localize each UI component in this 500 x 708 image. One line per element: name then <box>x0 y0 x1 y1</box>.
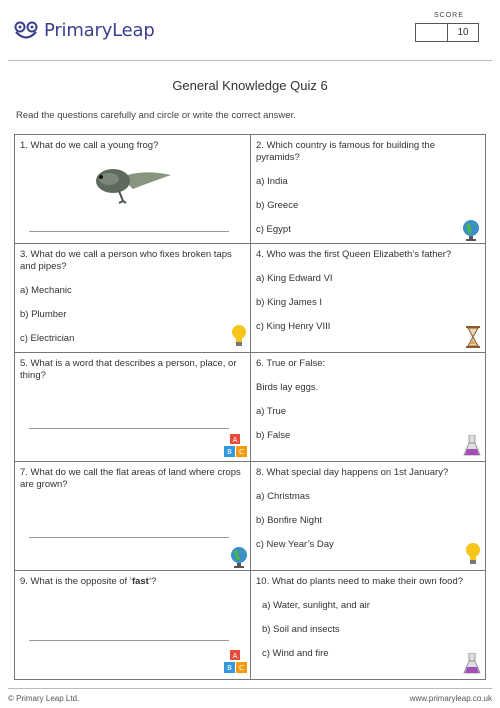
page-header <box>0 0 500 60</box>
question-text: 7. What do we call the flat areas of land where crops are grown? <box>20 467 241 490</box>
option-a[interactable]: a) Christmas <box>256 491 310 502</box>
option-b[interactable]: b) Greece <box>256 200 299 211</box>
question-text: 3. What do we call a person who fixes broken taps and pipes? <box>20 249 232 272</box>
question-text: 2. Which country is famous for building the pyramids? <box>256 140 436 163</box>
option-a[interactable]: a) King Edward VI <box>256 273 333 284</box>
option-c[interactable]: c) New Year’s Day <box>256 539 334 550</box>
option-b[interactable]: b) King James I <box>256 297 322 308</box>
question-text: 1. What do we call a young frog? <box>20 140 159 151</box>
option-b[interactable]: b) Soil and insects <box>262 624 340 635</box>
option-a[interactable]: a) Water, sunlight, and air <box>262 600 370 611</box>
option-c[interactable]: c) Wind and fire <box>262 648 329 659</box>
question-2 <box>251 135 485 243</box>
footer-copyright: © Primary Leap Ltd. <box>8 694 80 703</box>
score-total: 10 <box>457 27 469 38</box>
question-7 <box>15 462 249 570</box>
question-text: 9. What is the opposite of ‘fast’? <box>20 576 157 587</box>
option-b[interactable]: b) Bonfire Night <box>256 515 323 526</box>
question-6 <box>251 353 485 461</box>
logo[interactable] <box>14 20 155 41</box>
svg-text:A: A <box>232 652 238 660</box>
frog-logo-icon <box>14 21 38 41</box>
option-a[interactable]: a) True <box>256 406 287 417</box>
globe-icon <box>461 219 481 241</box>
page-title: General Knowledge Quiz 6 <box>172 78 328 93</box>
question-5 <box>15 353 249 461</box>
abc-blocks-icon <box>223 433 249 459</box>
svg-text:C: C <box>239 664 244 672</box>
instructions: Read the questions carefully and circle or write the correct answer. <box>16 110 296 121</box>
flask-icon <box>463 435 481 457</box>
question-8 <box>251 462 485 570</box>
option-a[interactable]: a) India <box>256 176 288 187</box>
score-input[interactable] <box>416 24 448 41</box>
svg-text:B: B <box>227 448 232 456</box>
answer-line[interactable] <box>29 231 229 232</box>
logo-text: PrimaryLeap <box>44 20 155 41</box>
question-text: 10. What do plants need to make their own food? <box>256 576 464 587</box>
tadpole-icon <box>93 159 173 209</box>
question-1 <box>15 135 249 243</box>
header-divider <box>8 60 492 61</box>
question-9 <box>15 571 249 679</box>
answer-line[interactable] <box>29 537 229 538</box>
footer-website[interactable]: www.primaryleap.co.uk <box>409 694 492 703</box>
hourglass-icon <box>465 326 481 348</box>
question-3 <box>15 244 249 352</box>
question-text: 6. True or False: <box>256 358 326 369</box>
statement: Birds lay eggs. <box>256 382 319 393</box>
option-c[interactable]: c) Electrician <box>20 333 75 344</box>
option-a[interactable]: a) Mechanic <box>20 285 72 296</box>
answer-line[interactable] <box>29 640 229 641</box>
question-10 <box>251 571 485 679</box>
option-c[interactable]: c) Egypt <box>256 224 291 235</box>
answer-line[interactable] <box>29 428 229 429</box>
globe-icon <box>229 546 249 568</box>
score-box <box>415 23 479 42</box>
question-text: 8. What special day happens on 1st January? <box>256 467 449 478</box>
lightbulb-icon <box>465 542 481 566</box>
lightbulb-icon <box>231 324 247 348</box>
score-label: SCORE <box>434 12 464 19</box>
quiz-grid <box>14 134 486 680</box>
question-text: 4. Who was the first Queen Elizabeth’s father? <box>256 249 452 260</box>
svg-text:B: B <box>227 664 232 672</box>
footer-divider <box>8 688 492 689</box>
bold-word: fast <box>131 576 149 587</box>
option-b[interactable]: b) False <box>256 430 291 441</box>
option-b[interactable]: b) Plumber <box>20 309 67 320</box>
option-c[interactable]: c) King Henry VIII <box>256 321 331 332</box>
question-4 <box>251 244 485 352</box>
svg-text:A: A <box>232 436 238 444</box>
question-text: 5. What is a word that describes a person, place, or thing? <box>20 358 237 381</box>
svg-text:C: C <box>239 448 244 456</box>
flask-icon <box>463 653 481 675</box>
abc-blocks-icon <box>223 649 249 675</box>
